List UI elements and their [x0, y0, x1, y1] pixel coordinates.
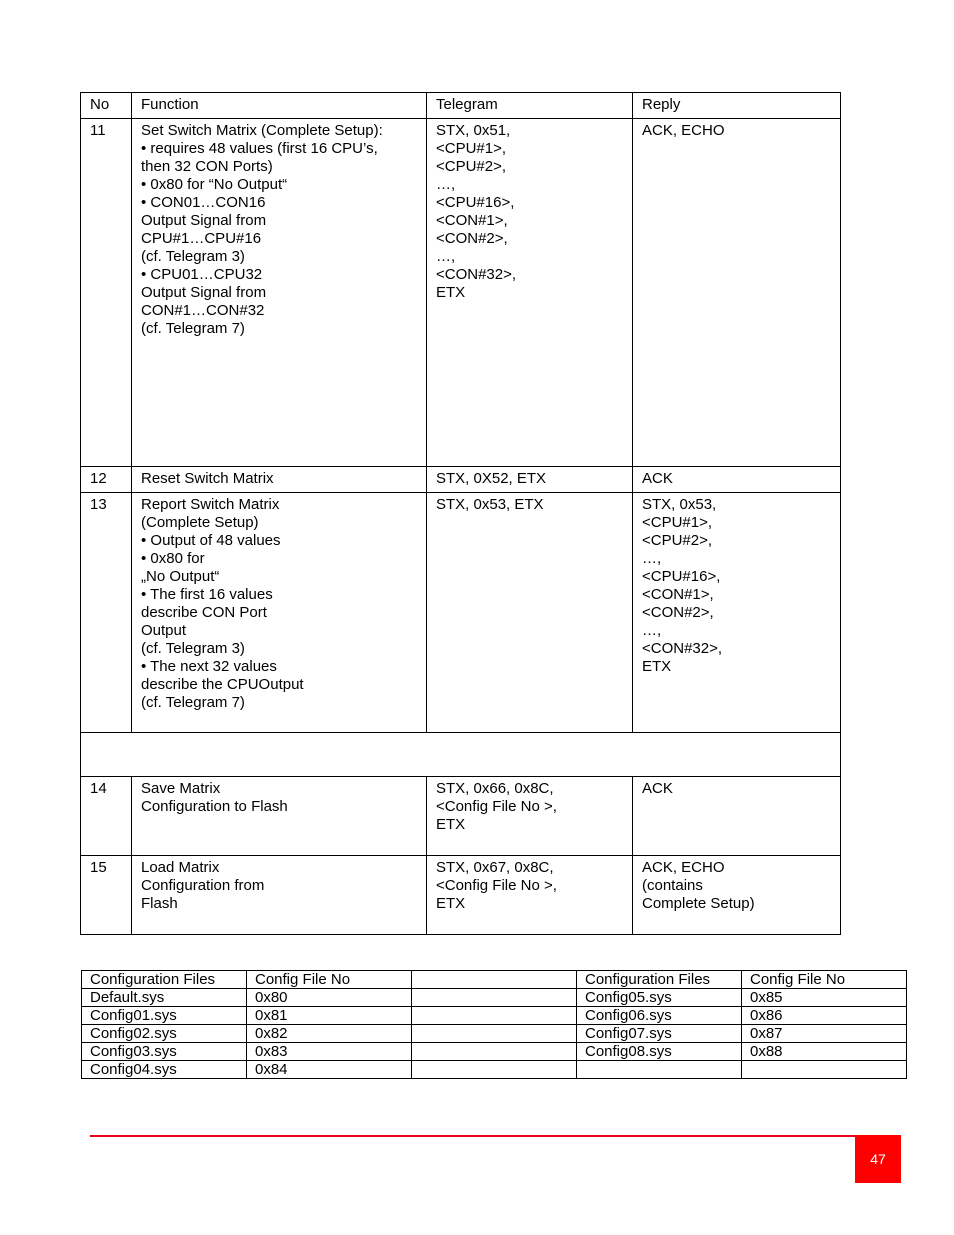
config-cell	[577, 1061, 742, 1079]
config-cell: 0x82	[247, 1025, 412, 1043]
page-number-badge	[855, 1135, 901, 1183]
config-cell: Config06.sys	[577, 1007, 742, 1025]
config-cell: Config05.sys	[577, 989, 742, 1007]
header-no: No	[81, 93, 132, 119]
function-line: • 0x80 for “No Output“	[141, 176, 288, 193]
telegram-line: STX, 0x51,	[436, 122, 511, 139]
spacer-row	[81, 733, 841, 777]
table-header-row	[81, 93, 841, 119]
config-cell: 0x80	[247, 989, 412, 1007]
telegram-line: STX, 0X52, ETX	[436, 470, 547, 487]
config-cell: Config04.sys	[82, 1061, 247, 1079]
telegram-line: …,	[436, 248, 456, 265]
telegram-line: <CPU#2>,	[436, 158, 507, 175]
config-cell: Config02.sys	[82, 1025, 247, 1043]
telegram-line: STX, 0x66, 0x8C,	[436, 780, 554, 797]
config-cell	[412, 989, 577, 1007]
telegram-line: <CON#2>,	[436, 230, 508, 247]
config-row	[82, 989, 907, 1007]
function-line: „No Output“	[141, 568, 220, 585]
cell-telegram	[427, 493, 633, 733]
reply-line: (contains	[642, 877, 703, 894]
telegram-line: <Config File No >,	[436, 877, 557, 894]
function-line: Report Switch Matrix	[141, 496, 280, 513]
config-cell: Config01.sys	[82, 1007, 247, 1025]
telegram-line: <CPU#16>,	[436, 194, 515, 211]
telegram-line: <CPU#1>,	[436, 140, 507, 157]
telegram-table	[80, 92, 841, 935]
footer-divider	[90, 1135, 856, 1137]
reply-line: ACK, ECHO	[642, 122, 725, 139]
telegram-line: <Config File No >,	[436, 798, 557, 815]
cell-reply	[633, 493, 841, 733]
table-row	[81, 493, 841, 733]
function-line: Set Switch Matrix (Complete Setup):	[141, 122, 383, 139]
config-header-row	[82, 971, 907, 989]
function-line: Configuration from	[141, 877, 265, 894]
function-line: • CPU01…CPU32	[141, 266, 263, 283]
table-row	[81, 119, 841, 467]
config-cell: 0x81	[247, 1007, 412, 1025]
config-cell: 0x88	[742, 1043, 907, 1061]
config-cell	[412, 1043, 577, 1061]
telegram-line: <CON#1>,	[436, 212, 508, 229]
function-line: CON#1…CON#32	[141, 302, 265, 319]
header-reply: Reply	[633, 93, 841, 119]
cell-telegram	[427, 777, 633, 856]
cell-function	[132, 493, 427, 733]
function-line: (cf. Telegram 3)	[141, 248, 245, 265]
config-row	[82, 1043, 907, 1061]
function-line: Flash	[141, 895, 178, 912]
config-cell: Config03.sys	[82, 1043, 247, 1061]
config-cell: 0x86	[742, 1007, 907, 1025]
function-line: • Output of 48 values	[141, 532, 281, 549]
config-cell	[412, 971, 577, 989]
config-cell: Configuration Files	[82, 971, 247, 989]
function-line: describe CON Port	[141, 604, 267, 621]
reply-line: ACK	[642, 470, 673, 487]
function-line: • 0x80 for	[141, 550, 205, 567]
config-cell: 0x83	[247, 1043, 412, 1061]
config-cell	[742, 1061, 907, 1079]
function-line: then 32 CON Ports)	[141, 158, 273, 175]
telegram-line: ETX	[436, 816, 466, 833]
cell-reply	[633, 119, 841, 467]
function-line: Output Signal from	[141, 212, 267, 229]
function-line: • The next 32 values	[141, 658, 277, 675]
cell-reply	[633, 467, 841, 493]
header-function: Function	[132, 93, 427, 119]
cell-telegram	[427, 856, 633, 935]
telegram-line: STX, 0x53, ETX	[436, 496, 544, 513]
config-cell: Config08.sys	[577, 1043, 742, 1061]
reply-line: <CPU#1>,	[642, 514, 713, 531]
cell-function	[132, 119, 427, 467]
config-files-table	[81, 970, 907, 1079]
table-row	[81, 856, 841, 935]
function-line: Output	[141, 622, 187, 639]
function-line: (cf. Telegram 7)	[141, 320, 245, 337]
function-line: CPU#1…CPU#16	[141, 230, 262, 247]
telegram-line: STX, 0x67, 0x8C,	[436, 859, 554, 876]
cell-telegram	[427, 467, 633, 493]
reply-line: <CPU#16>,	[642, 568, 721, 585]
function-line: (Complete Setup)	[141, 514, 259, 531]
cell-reply	[633, 777, 841, 856]
function-line: Save Matrix	[141, 780, 221, 797]
function-line: • The first 16 values	[141, 586, 273, 603]
cell-reply	[633, 856, 841, 935]
reply-line: …,	[642, 622, 662, 639]
config-cell: Configuration Files	[577, 971, 742, 989]
config-cell: 0x84	[247, 1061, 412, 1079]
telegram-line: …,	[436, 176, 456, 193]
config-cell: 0x87	[742, 1025, 907, 1043]
cell-function	[132, 777, 427, 856]
cell-no: 11	[81, 119, 132, 467]
cell-function	[132, 467, 427, 493]
config-cell	[412, 1025, 577, 1043]
function-line: • requires 48 values (first 16 CPU’s,	[141, 140, 378, 157]
config-cell: Config File No	[247, 971, 412, 989]
cell-no: 12	[81, 467, 132, 493]
config-cell: Config07.sys	[577, 1025, 742, 1043]
table-row	[81, 467, 841, 493]
config-cell	[412, 1061, 577, 1079]
reply-line: <CON#32>,	[642, 640, 723, 657]
function-line: Load Matrix	[141, 859, 220, 876]
header-telegram: Telegram	[427, 93, 633, 119]
config-row	[82, 1061, 907, 1079]
function-line: • CON01…CON16	[141, 194, 266, 211]
reply-line: STX, 0x53,	[642, 496, 717, 513]
config-cell	[412, 1007, 577, 1025]
reply-line: <CON#1>,	[642, 586, 714, 603]
reply-line: ACK, ECHO	[642, 859, 725, 876]
reply-line: …,	[642, 550, 662, 567]
config-row	[82, 1025, 907, 1043]
empty-cell	[81, 733, 841, 777]
reply-line: ACK	[642, 780, 673, 797]
function-line: Configuration to Flash	[141, 798, 288, 815]
config-cell: Default.sys	[82, 989, 247, 1007]
reply-line: <CPU#2>,	[642, 532, 713, 549]
page-number: 47	[870, 1151, 886, 1167]
reply-line: ETX	[642, 658, 672, 675]
cell-function	[132, 856, 427, 935]
cell-no: 13	[81, 493, 132, 733]
config-cell: 0x85	[742, 989, 907, 1007]
cell-no: 15	[81, 856, 132, 935]
reply-line: Complete Setup)	[642, 895, 755, 912]
config-cell: Config File No	[742, 971, 907, 989]
telegram-line: ETX	[436, 284, 466, 301]
telegram-line: <CON#32>,	[436, 266, 517, 283]
reply-line: <CON#2>,	[642, 604, 714, 621]
config-row	[82, 1007, 907, 1025]
cell-no: 14	[81, 777, 132, 856]
function-line: Reset Switch Matrix	[141, 470, 274, 487]
function-line: describe the CPUOutput	[141, 676, 304, 693]
function-line: (cf. Telegram 7)	[141, 694, 245, 711]
telegram-line: ETX	[436, 895, 466, 912]
cell-telegram	[427, 119, 633, 467]
table-row	[81, 777, 841, 856]
function-line: Output Signal from	[141, 284, 267, 301]
function-line: (cf. Telegram 3)	[141, 640, 245, 657]
